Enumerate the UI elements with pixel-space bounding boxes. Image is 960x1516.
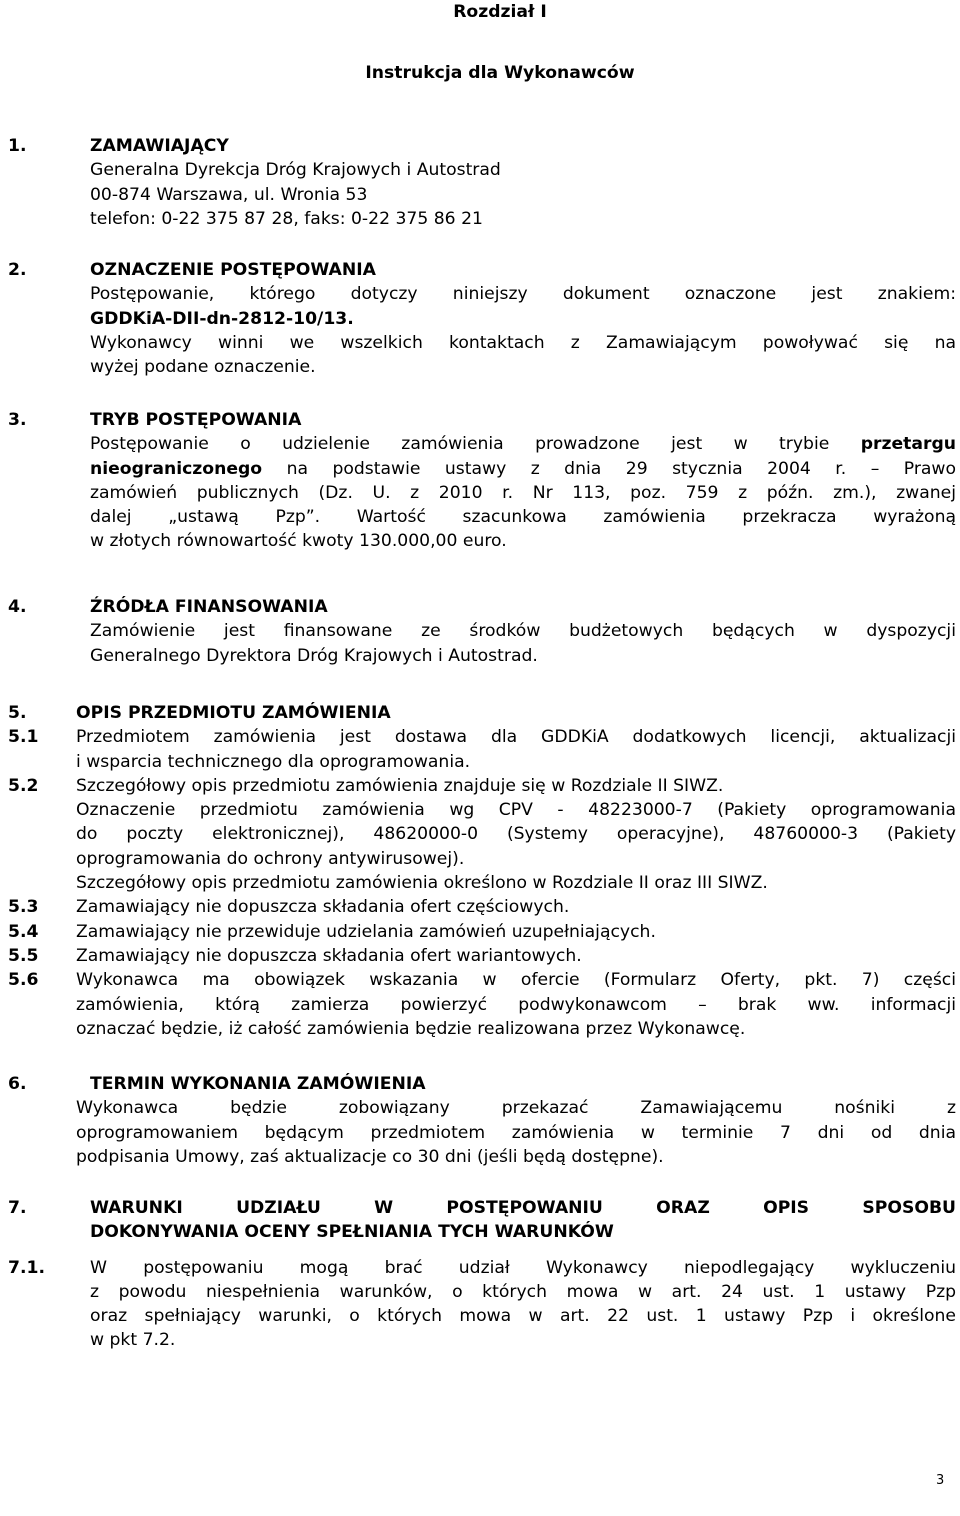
text-run: na podstawie ustawy z dnia 29 stycznia 2004 r. – Prawo <box>262 458 956 479</box>
paragraph-line: Wykonawca będzie zobowiązany przekazać Zamawiającemu nośniki z <box>76 1098 956 1119</box>
paragraph-line: zamówień publicznych (Dz. U. z 2010 r. Nr 113, poz. 759 z późn. zm.), zwanej <box>90 482 956 503</box>
paragraph-line: Szczegółowy opis przedmiotu zamówienia znajduje się w Rozdziale II SIWZ. <box>76 775 724 796</box>
paragraph-line: Szczegółowy opis przedmiotu zamówienia określono w Rozdziale II oraz III SIWZ. <box>76 873 768 894</box>
section-5 <box>8 701 956 1041</box>
bold-run: przetargu <box>860 434 956 455</box>
paragraph-line: oraz spełniający warunki, o których mowa w art. 22 ust. 1 ustawy Pzp i określone <box>90 1306 956 1327</box>
section-title: OZNACZENIE POSTĘPOWANIA <box>90 260 376 280</box>
paragraph-line: z powodu niespełnienia warunków, o których mowa w art. 24 ust. 1 ustawy Pzp <box>90 1281 956 1302</box>
section-number: 7. <box>8 1198 27 1218</box>
section-4 <box>8 595 956 668</box>
subsection-number: 5.1 <box>8 727 39 748</box>
address-line: telefon: 0-22 375 87 28, faks: 0-22 375 86 21 <box>90 208 483 229</box>
section-2 <box>8 258 956 379</box>
paragraph-line: i wsparcia technicznego dla oprogramowania. <box>76 751 471 772</box>
paragraph-line: Wykonawcy winni we wszelkich kontaktach z Zamawiającym powoływać się na <box>90 332 956 353</box>
paragraph-line: Wykonawca ma obowiązek wskazania w ofercie (Formularz Oferty, pkt. 7) części <box>76 970 956 991</box>
paragraph-line: Oznaczenie przedmiotu zamówienia wg CPV - 48223000-7 (Pakiety oprogramowania <box>76 800 956 821</box>
subsection-5-4 <box>8 920 956 944</box>
section-number: 3. <box>8 410 27 430</box>
paragraph-line: do poczty elektronicznej), 48620000-0 (Systemy operacyjne), 48760000-3 (Pakiety <box>76 824 956 845</box>
paragraph-line: Zamówienie jest finansowane ze środków budżetowych będących w dyspozycji <box>90 621 956 642</box>
subsection-7-1 <box>8 1256 956 1353</box>
subsection-5-2 <box>8 774 956 895</box>
section-1 <box>8 134 956 231</box>
paragraph-line: Zamawiający nie dopuszcza składania ofert wariantowych. <box>76 945 582 966</box>
reference-code: GDDKiA-DII-dn-2812-10/13. <box>90 308 354 329</box>
subsection-5-6 <box>8 968 956 1041</box>
subsection-number: 5.4 <box>8 921 39 942</box>
section-6 <box>8 1072 956 1169</box>
paragraph-line: zamówienia, którą zamierza powierzyć podwykonawcom – brak ww. informacji <box>76 994 956 1015</box>
subsection-number: 5.5 <box>8 945 39 966</box>
subsection-5-5 <box>8 944 956 968</box>
section-title: ZAMAWIAJĄCY <box>90 136 229 156</box>
paragraph-line: w pkt 7.2. <box>90 1330 176 1351</box>
paragraph-line <box>90 432 956 456</box>
paragraph-line: Zamawiający nie dopuszcza składania ofert częściowych. <box>76 897 570 918</box>
bold-run: nieograniczonego <box>90 458 263 479</box>
subsection-number: 7.1. <box>8 1257 45 1278</box>
subsection-5-1 <box>8 725 956 774</box>
paragraph-line: Generalnego Dyrektora Dróg Krajowych i Autostrad. <box>90 645 538 666</box>
page-number: 3 <box>936 1473 945 1488</box>
section-title-line: WARUNKI UDZIAŁU W POSTĘPOWANIU ORAZ OPIS SPOSOBU <box>90 1198 956 1218</box>
section-number: 4. <box>8 597 27 617</box>
subsection-number: 5.3 <box>8 897 39 918</box>
text-run: Postępowanie o udzielenie zamówienia prowadzone jest w trybie <box>90 434 861 455</box>
address-line: 00-874 Warszawa, ul. Wronia 53 <box>90 184 368 205</box>
section-number: 5. <box>8 703 27 723</box>
section-3 <box>8 408 956 554</box>
section-title: TRYB POSTĘPOWANIA <box>90 410 302 430</box>
subsection-number: 5.2 <box>8 775 39 796</box>
subsection-5-3 <box>8 895 956 919</box>
subsection-number: 5.6 <box>8 970 39 991</box>
document-title: Instrukcja dla Wykonawców <box>365 63 635 83</box>
paragraph-line: w złotych równowartość kwoty 130.000,00 euro. <box>90 531 507 552</box>
section-title: TERMIN WYKONANIA ZAMÓWIENIA <box>90 1074 426 1094</box>
section-title: OPIS PRZEDMIOTU ZAMÓWIENIA <box>76 703 391 723</box>
section-7 <box>8 1196 956 1353</box>
paragraph-line: oprogramowania do ochrony antywirusowej). <box>76 848 465 869</box>
paragraph-line <box>90 457 956 481</box>
paragraph-line: podpisania Umowy, zaś aktualizacje co 30 dni (jeśli będą dostępne). <box>76 1146 664 1167</box>
section-title-line: DOKONYWANIA OCENY SPEŁNIANIA TYCH WARUNKÓW <box>90 1222 614 1243</box>
paragraph-line: wyżej podane oznaczenie. <box>90 357 316 378</box>
section-number: 1. <box>8 136 27 156</box>
paragraph-line: oznaczać będzie, iż całość zamówienia będzie realizowana przez Wykonawcę. <box>76 1018 746 1039</box>
address-line: Generalna Dyrekcja Dróg Krajowych i Autostrad <box>90 160 501 181</box>
section-title: ŹRÓDŁA FINANSOWANIA <box>90 597 328 617</box>
paragraph-line: Postępowanie, którego dotyczy niniejszy dokument oznaczone jest znakiem: <box>90 284 956 305</box>
paragraph-line: oprogramowaniem będącym przedmiotem zamówienia w terminie 7 dni od dnia <box>76 1122 956 1143</box>
section-number: 6. <box>8 1074 27 1094</box>
paragraph-line: W postępowaniu mogą brać udział Wykonawcy niepodlegający wykluczeniu <box>90 1257 956 1278</box>
section-number: 2. <box>8 260 27 280</box>
paragraph-line: Zamawiający nie przewiduje udzielania zamówień uzupełniających. <box>76 921 656 942</box>
paragraph-line: dalej „ustawą Pzp”. Wartość szacunkowa zamówienia przekracza wyrażoną <box>90 507 956 528</box>
chapter-heading: Rozdział I <box>453 2 547 22</box>
paragraph-line: Przedmiotem zamówienia jest dostawa dla GDDKiA dodatkowych licencji, aktualizacji <box>76 727 956 748</box>
